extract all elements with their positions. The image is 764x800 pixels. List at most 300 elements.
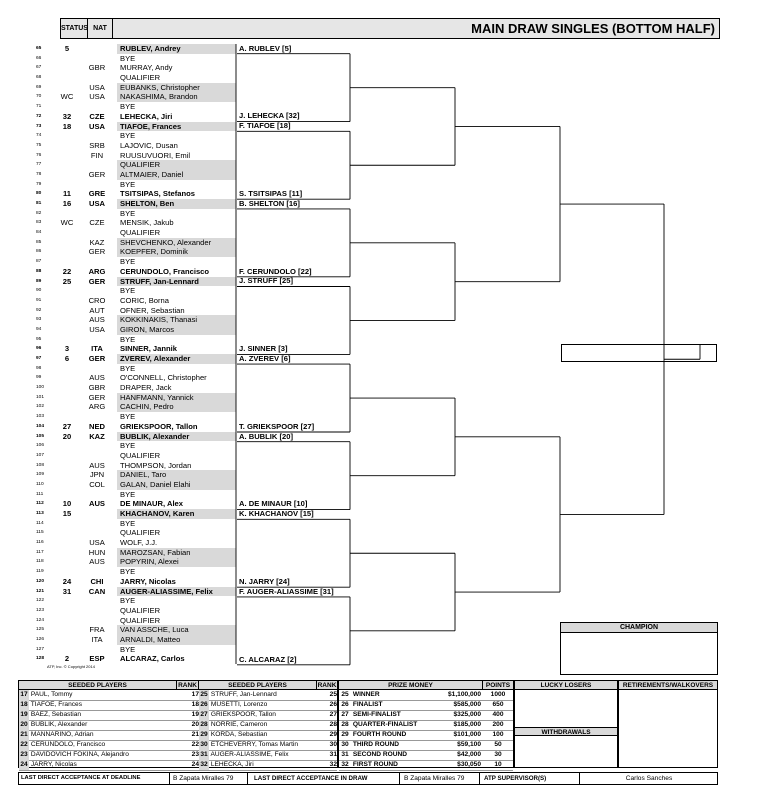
player-name: BYE (120, 257, 136, 267)
player-name: JARRY, Nicolas (120, 576, 176, 586)
seed-rank: 21 (177, 730, 199, 741)
draw-position: 82 (36, 210, 42, 216)
player-name: BYE (120, 179, 136, 189)
draw-position: 114 (36, 520, 44, 526)
player-name: BYE (120, 644, 136, 654)
seeded-player: DAVIDOVICH FOKINA, Alejandro (30, 751, 129, 758)
draw-position: 117 (36, 549, 44, 555)
seeded-header-left: SEEDED PLAYERS (19, 681, 177, 690)
nationality: CZE (89, 218, 105, 228)
seed-number: 30 (200, 741, 208, 748)
prize-amount: $42,000 (457, 751, 481, 758)
player-name: CERUNDOLO, Francisco (120, 266, 210, 276)
nationality: AUT (89, 305, 105, 315)
seeded-player: PAUL, Tommy (30, 691, 73, 698)
player-name: SHEVCHENKO, Alexander (117, 238, 236, 248)
draw-position: 72 (36, 113, 42, 119)
nationality: GER (88, 354, 106, 363)
nationality: ESP (89, 654, 105, 664)
player-name: MAROZSAN, Fabian (117, 548, 236, 558)
seeded-player: MUSETTI, Lorenzo (210, 701, 268, 708)
player-name: RUBLEV, Andrey (117, 44, 236, 54)
player-name: TSITSIPAS, Stefanos (120, 189, 195, 199)
draw-position: 104 (36, 423, 45, 429)
player-name: CACHIN, Pedro (117, 402, 236, 412)
seeded-player: LEHECKA, Jiri (210, 761, 254, 768)
draw-position: 108 (36, 462, 45, 468)
player-name: ZVEREV, Alexander (117, 354, 236, 364)
draw-position: 88 (36, 268, 42, 274)
player-name: DANIEL, Taro (117, 470, 236, 480)
prize-money-table (338, 680, 514, 768)
draw-position: 111 (36, 491, 44, 497)
round2-winner: T. GRIEKSPOOR [27] (239, 421, 315, 431)
draw-position: 112 (36, 501, 44, 507)
nationality: AUS (89, 373, 105, 383)
draw-position: 105 (36, 433, 45, 439)
player-name: BYE (120, 567, 136, 577)
draw-position: 99 (36, 375, 42, 381)
seed-number: 31 (200, 751, 208, 758)
points-header: POINTS (483, 681, 513, 690)
prize-seed-ref: 26 (341, 701, 349, 708)
draw-position: 120 (36, 578, 45, 584)
prize-points: 400 (483, 710, 513, 721)
round2-winner: A. BUBLIK [20] (239, 431, 294, 441)
draw-position: 103 (36, 414, 45, 420)
draw-position: 121 (36, 588, 45, 594)
player-name: STRUFF, Jan-Lennard (117, 277, 236, 287)
draw-position: 68 (36, 75, 42, 81)
player-name: BYE (120, 441, 136, 451)
draw-position: 127 (36, 646, 45, 652)
player-name: BUBLIK, Alexander (117, 432, 236, 442)
seed-rank: 30 (317, 740, 337, 751)
player-name: GIRON, Marcos (117, 325, 236, 335)
round2-winner: J. STRUFF [25] (239, 276, 294, 286)
seed-number: 27 (200, 711, 208, 718)
seeded-player: GRIEKSPOOR, Tallon (210, 711, 276, 718)
nationality: USA (89, 82, 105, 92)
seeded-player: STRUFF, Jan-Lennard (210, 691, 277, 698)
champion-label: CHAMPION (561, 623, 717, 633)
prize-amount: $101,000 (453, 731, 481, 738)
draw-position: 96 (36, 346, 42, 352)
player-name: BYE (120, 412, 136, 422)
nationality: CHI (90, 576, 104, 586)
seed-status: 24 (62, 576, 72, 586)
seed-status: 18 (62, 121, 72, 131)
player-name: QUALIFIER (120, 450, 161, 460)
draw-acceptance-label: LAST DIRECT ACCEPTANCE IN DRAW (247, 773, 367, 784)
deadline-label: LAST DIRECT ACCEPTANCE AT DEADLINE (21, 775, 141, 781)
seeded-player: TIAFOE, Frances (30, 701, 83, 708)
page-title: MAIN DRAW SINGLES (BOTTOM HALF) (471, 21, 715, 36)
player-name: ALCARAZ, Carlos (120, 654, 185, 664)
draw-position: 126 (36, 636, 45, 642)
seed-rank: 23 (177, 750, 199, 761)
nationality: AUS (89, 315, 105, 325)
player-name: BYE (120, 363, 136, 373)
round2-winner: F. TIAFOE [18] (239, 121, 291, 131)
seed-rank: 31 (317, 750, 337, 761)
player-name: BYE (120, 102, 136, 112)
draw-position: 92 (36, 307, 42, 313)
seed-status: WC (60, 218, 74, 228)
seed-rank: 17 (177, 690, 199, 701)
draw-position: 74 (36, 133, 42, 139)
draw-position: 106 (36, 443, 45, 449)
seed-rank: 22 (177, 740, 199, 751)
seed-rank: 19 (177, 710, 199, 721)
nationality: GER (88, 276, 106, 286)
draw-position: 118 (36, 559, 44, 565)
player-name: AUGER-ALIASSIME, Felix (117, 587, 236, 597)
nationality: GER (88, 392, 106, 402)
draw-position: 119 (36, 569, 44, 575)
draw-position: 66 (36, 55, 42, 61)
draw-position: 76 (36, 152, 42, 158)
player-name: THOMPSON, Jordan (120, 460, 192, 470)
player-name: EUBANKS, Christopher (117, 83, 236, 93)
player-name: KHACHANOV, Karen (117, 509, 236, 519)
prize-round: THIRD ROUND (352, 741, 399, 748)
player-name: LEHECKA, Jiri (120, 111, 173, 121)
player-name: VAN ASSCHE, Luca (117, 625, 236, 635)
player-name: GRIEKSPOOR, Tallon (120, 421, 198, 431)
player-name: WOLF, J.J. (120, 538, 158, 548)
round2-winner: B. SHELTON [16] (239, 198, 300, 208)
player-name: BYE (120, 131, 136, 141)
seed-status: WC (60, 92, 74, 102)
seed-status: 3 (64, 344, 70, 354)
draw-position: 93 (36, 317, 42, 323)
draw-position: 91 (36, 297, 42, 303)
player-name: ALTMAIER, Daniel (117, 170, 236, 180)
retirements-header: RETIREMENTS/WALKOVERS (619, 681, 717, 690)
player-name: QUALIFIER (120, 528, 161, 538)
seed-status: 15 (62, 509, 72, 518)
supervisor-label: ATP SUPERVISOR(S) (479, 773, 546, 784)
draw-position: 128 (36, 656, 45, 662)
draw-position: 81 (36, 201, 42, 206)
prize-points: 650 (483, 700, 513, 711)
seeded-player: BAEZ, Sebastian (30, 711, 82, 718)
seed-rank: 28 (317, 720, 337, 731)
prize-round: FOURTH ROUND (352, 731, 407, 738)
seeded-player: JARRY, Nicolas (30, 761, 77, 768)
round2-winner: A. RUBLEV [5] (239, 43, 292, 53)
prize-amount: $325,000 (453, 711, 481, 718)
nationality: ARG (88, 266, 106, 276)
prize-round: QUARTER-FINALIST (352, 721, 418, 728)
champion-box (560, 622, 718, 675)
supervisor-value: Carlos Sanches (579, 773, 718, 784)
seed-number: 20 (20, 721, 28, 728)
draw-position: 70 (36, 94, 42, 100)
draw-position: 97 (36, 356, 42, 361)
player-name: O'CONNELL, Christopher (120, 373, 207, 383)
round2-winner: C. ALCARAZ [2] (239, 654, 297, 664)
retirements-table (618, 680, 718, 768)
nationality: GER (88, 169, 106, 179)
seed-number: 18 (20, 701, 28, 708)
seed-rank: 29 (317, 730, 337, 741)
player-name: DRAPER, Jack (120, 383, 172, 393)
nationality: USA (89, 324, 105, 334)
player-name: BYE (120, 208, 136, 218)
draw-position: 115 (36, 530, 44, 536)
nationality: GER (88, 247, 106, 257)
player-name: SHELTON, Ben (117, 199, 236, 209)
prize-amount: $185,000 (453, 721, 481, 728)
seed-status: 11 (62, 189, 72, 199)
draw-position: 89 (36, 278, 42, 284)
nat-column-header: NAT (88, 19, 113, 38)
player-name: POPYRIN, Alexei (117, 557, 236, 567)
withdrawals-header: WITHDRAWALS (515, 727, 617, 736)
prize-seed-ref: 30 (341, 741, 349, 748)
seed-rank: 24 (177, 760, 199, 771)
seed-number: 32 (200, 761, 208, 768)
seed-status: 5 (64, 44, 70, 53)
lucky-losers-header: LUCKY LOSERS (515, 681, 617, 690)
player-name: QUALIFIER (120, 605, 161, 615)
seed-number: 29 (200, 731, 208, 738)
player-name: BYE (120, 596, 136, 606)
draw-position: 87 (36, 259, 42, 265)
seed-number: 26 (200, 701, 208, 708)
round2-winner: K. KHACHANOV [15] (239, 509, 314, 519)
nationality: ITA (91, 634, 103, 644)
prize-money-header: PRIZE MONEY (339, 681, 483, 690)
draw-position: 100 (36, 385, 45, 391)
draw-position: 75 (36, 142, 42, 148)
draw-position: 78 (36, 171, 42, 177)
prize-amount: $585,000 (453, 701, 481, 708)
draw-position: 79 (36, 181, 42, 187)
player-name: BYE (120, 518, 136, 528)
nationality: USA (88, 121, 106, 131)
player-name: RUUSUVUORI, Emil (120, 150, 191, 160)
seed-status: 16 (62, 199, 72, 208)
draw-position: 84 (36, 230, 42, 236)
prize-points: 10 (483, 760, 513, 771)
seed-rank: 20 (177, 720, 199, 731)
seed-number: 22 (20, 741, 28, 748)
seed-rank: 18 (177, 700, 199, 711)
seed-status: 20 (62, 431, 72, 441)
nationality: FRA (89, 625, 105, 635)
draw-position: 125 (36, 627, 45, 633)
draw-position: 107 (36, 452, 45, 458)
nationality: AUS (89, 460, 105, 470)
player-name: QUALIFIER (120, 228, 161, 238)
player-name: QUALIFIER (120, 73, 161, 83)
round2-winner: N. JARRY [24] (239, 577, 290, 586)
player-name: BYE (120, 489, 136, 499)
draw-position: 77 (36, 162, 42, 168)
prize-amount: $59,100 (457, 741, 481, 748)
player-name: KOKKINAKIS, Thanasi (117, 315, 236, 325)
acceptance-bar (18, 772, 718, 785)
prize-round: WINNER (352, 691, 380, 698)
nationality: CRO (88, 295, 106, 305)
player-name: LAJOVIC, Dusan (120, 140, 178, 150)
lucky-losers-table (514, 680, 618, 768)
player-name: KOEPFER, Dominik (117, 247, 236, 257)
seed-status: 2 (64, 654, 70, 664)
prize-points: 30 (483, 750, 513, 761)
draw-position: 83 (36, 220, 42, 226)
seeded-player: NORRIE, Cameron (210, 721, 268, 728)
seed-rank: 27 (317, 710, 337, 721)
rank-header-right: RANK (317, 682, 337, 689)
status-column-header: STATUS (61, 19, 88, 38)
player-name: HANFMANN, Yannick (117, 393, 236, 403)
nationality: AUS (89, 557, 105, 567)
nationality: SRB (89, 140, 105, 150)
prize-points: 200 (483, 720, 513, 731)
player-name: CORIC, Borna (120, 295, 169, 305)
prize-seed-ref: 28 (341, 721, 349, 728)
draw-position: 123 (36, 607, 45, 613)
seed-number: 17 (20, 691, 28, 698)
nationality: KAZ (89, 237, 105, 247)
draw-position: 116 (36, 540, 44, 546)
nationality: USA (89, 538, 105, 548)
deadline-value: B Zapata Miralles 79 (169, 773, 243, 784)
draw-position: 95 (36, 336, 42, 342)
nationality: GRE (88, 189, 106, 199)
nationality: USA (89, 92, 105, 102)
seeded-row (19, 760, 177, 771)
player-name: BYE (120, 334, 136, 344)
draw-position: 80 (36, 191, 42, 197)
nationality: JPN (89, 470, 105, 480)
player-name: MENSIK, Jakub (120, 218, 174, 228)
draw-position: 98 (36, 365, 42, 371)
draw-position: 122 (36, 598, 45, 604)
prize-points: 1000 (483, 690, 513, 701)
copyright-note: ATP, Inc. © Copyright 2014 (47, 664, 95, 669)
nationality: AUS (88, 499, 106, 509)
seed-number: 25 (200, 691, 208, 698)
prize-round: SEMI-FINALIST (352, 711, 401, 718)
prize-amount: $30,050 (457, 761, 481, 768)
prize-points: 50 (483, 740, 513, 751)
draw-position: 109 (36, 472, 45, 478)
prize-round: FINALIST (352, 701, 383, 708)
nationality: GBR (88, 63, 106, 73)
seed-number: 21 (20, 731, 28, 738)
draw-position: 124 (36, 617, 45, 623)
round2-winner: J. LEHECKA [32] (239, 111, 300, 121)
nationality: HUN (88, 547, 106, 557)
rank-header-left: RANK (177, 681, 199, 690)
seed-number: 23 (20, 751, 28, 758)
nationality: ITA (91, 344, 103, 354)
prize-seed-ref: 25 (341, 691, 349, 698)
seeded-players-table (18, 680, 338, 768)
seeded-player: AUGER-ALIASSIME, Felix (210, 751, 289, 758)
seeded-player: MANNARINO, Adrian (30, 731, 94, 738)
seeded-player: BUBLIK, Alexander (30, 721, 88, 728)
seed-number: 19 (20, 711, 28, 718)
draw-position: 67 (36, 65, 42, 71)
seed-rank: 32 (317, 760, 337, 771)
prize-row (339, 760, 483, 771)
draw-position: 110 (36, 481, 44, 487)
player-name: QUALIFIER (120, 615, 161, 625)
prize-round: SECOND ROUND (352, 751, 408, 758)
player-name: DE MINAUR, Alex (120, 499, 184, 509)
player-name: TIAFOE, Frances (117, 122, 236, 132)
seed-status: 25 (62, 276, 72, 286)
draw-position: 73 (36, 123, 42, 129)
seed-status: 10 (62, 499, 72, 509)
draw-position: 69 (36, 84, 42, 90)
seed-status: 27 (62, 421, 72, 431)
prize-seed-ref: 31 (341, 751, 349, 758)
seeded-player: CERUNDOLO, Francisco (30, 741, 106, 748)
draw-position: 113 (36, 511, 44, 516)
seeded-player: KORDA, Sebastian (210, 731, 268, 738)
player-name: GALAN, Daniel Elahi (117, 480, 236, 490)
player-name: QUALIFIER (117, 160, 236, 170)
player-name: BYE (120, 53, 136, 63)
prize-seed-ref: 29 (341, 731, 349, 738)
prize-seed-ref: 27 (341, 711, 349, 718)
player-name: SINNER, Jannik (120, 344, 177, 354)
final-result-box (561, 344, 717, 362)
nationality: CZE (89, 111, 105, 121)
draw-position: 102 (36, 404, 45, 410)
round2-winner: A. ZVEREV [6] (239, 353, 291, 363)
round2-winner: S. TSITSIPAS [11] (239, 189, 303, 198)
prize-seed-ref: 32 (341, 761, 349, 768)
seed-number: 28 (200, 721, 208, 728)
draw-position: 85 (36, 239, 42, 245)
nationality: KAZ (89, 431, 105, 441)
nationality: NED (88, 421, 106, 431)
footer-tables (18, 680, 718, 790)
player-name: NAKASHIMA, Brandon (117, 92, 236, 102)
round2-winner: A. DE MINAUR [10] (239, 499, 308, 509)
prize-amount: $1,100,000 (447, 691, 481, 698)
nationality: GBR (88, 383, 106, 393)
nationality: ARG (88, 402, 106, 412)
player-name: ARNALDI, Matteo (117, 635, 236, 645)
seed-status: 31 (62, 586, 72, 596)
player-name: BYE (120, 286, 136, 296)
nationality: FIN (90, 150, 104, 160)
round2-winner: F. CERUNDOLO [22] (239, 266, 312, 276)
seed-status: 6 (64, 354, 70, 363)
round2-winner: F. AUGER-ALIASSIME [31] (239, 586, 334, 596)
draw-position: 86 (36, 249, 42, 255)
seed-status: 22 (62, 266, 72, 276)
draw-position: 71 (36, 104, 42, 110)
nationality: CAN (88, 586, 106, 596)
prize-round: FIRST ROUND (352, 761, 398, 768)
seeded-header-right: SEEDED PLAYERS (199, 681, 317, 690)
prize-points: 100 (483, 730, 513, 741)
draw-acceptance-value: B Zapata Miralles 79 (399, 773, 480, 784)
seed-number: 24 (20, 761, 28, 768)
draw-position: 90 (36, 288, 42, 294)
nationality: USA (88, 199, 106, 208)
